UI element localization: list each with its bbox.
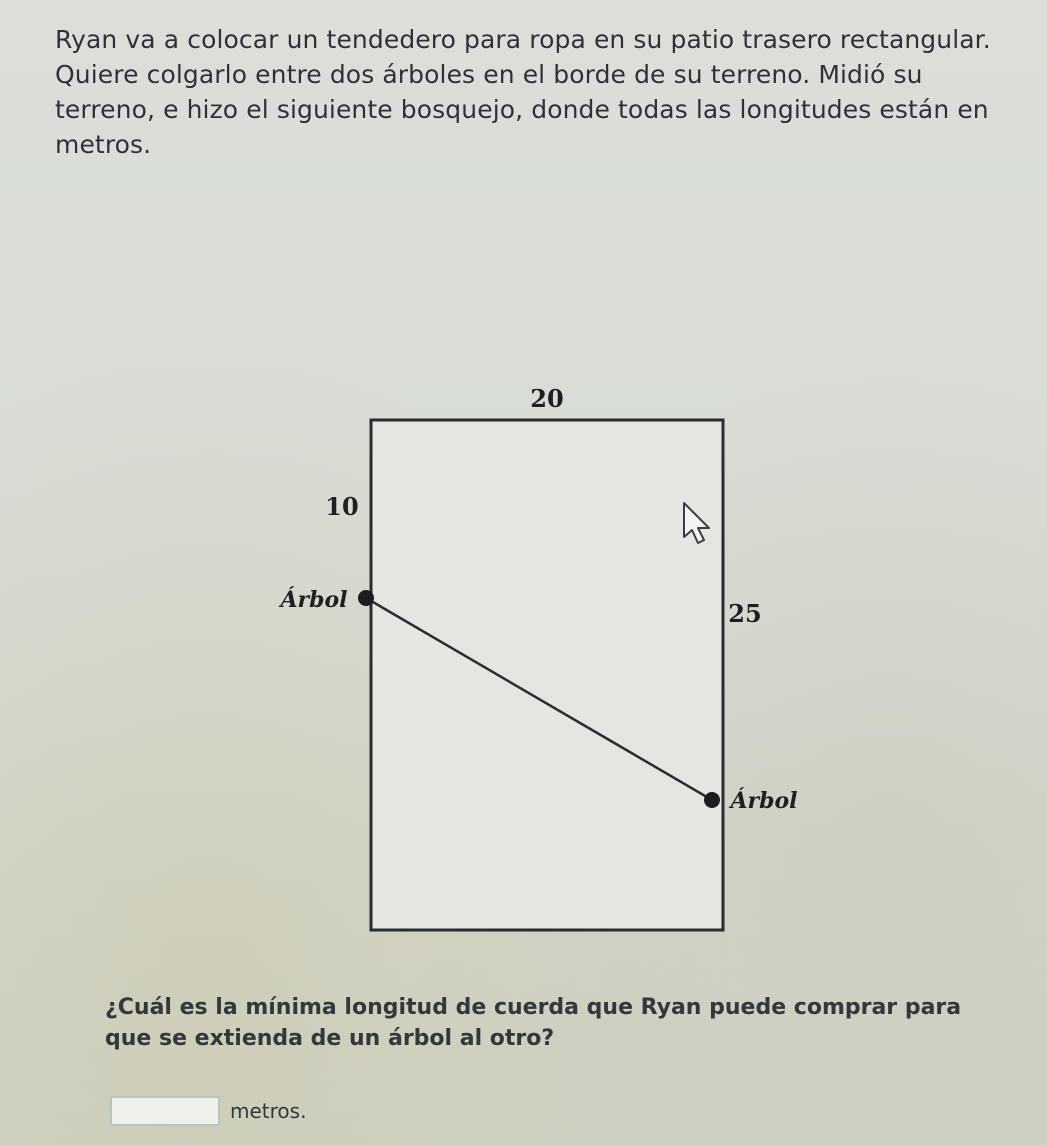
answer-unit: metros.: [230, 1099, 307, 1123]
problem-statement: Ryan va a colocar un tendedero para ropa en su patio trasero rectangular. Quiere colgarlo entre dos árboles en el borde de su terreno. Midió su terreno, e hizo el siguiente bosquejo, donde todas las longitudes están en metros.: [55, 25, 991, 159]
tree-left-point: [358, 590, 374, 606]
yard-rectangle: [371, 420, 723, 930]
right-segment-label: 25: [728, 599, 762, 628]
tree-right-point: [704, 792, 720, 808]
answer-input[interactable]: [110, 1096, 220, 1126]
question-text: ¿Cuál es la mínima longitud de cuerda que Ryan puede comprar para que se extienda de un árbol al otro?: [105, 995, 962, 1051]
width-label: 20: [530, 384, 564, 413]
tree-right-label: Árbol: [730, 788, 798, 814]
left-segment-label: 10: [325, 492, 359, 521]
tree-left-label: Árbol: [280, 587, 348, 613]
answer-row: [110, 1093, 306, 1129]
